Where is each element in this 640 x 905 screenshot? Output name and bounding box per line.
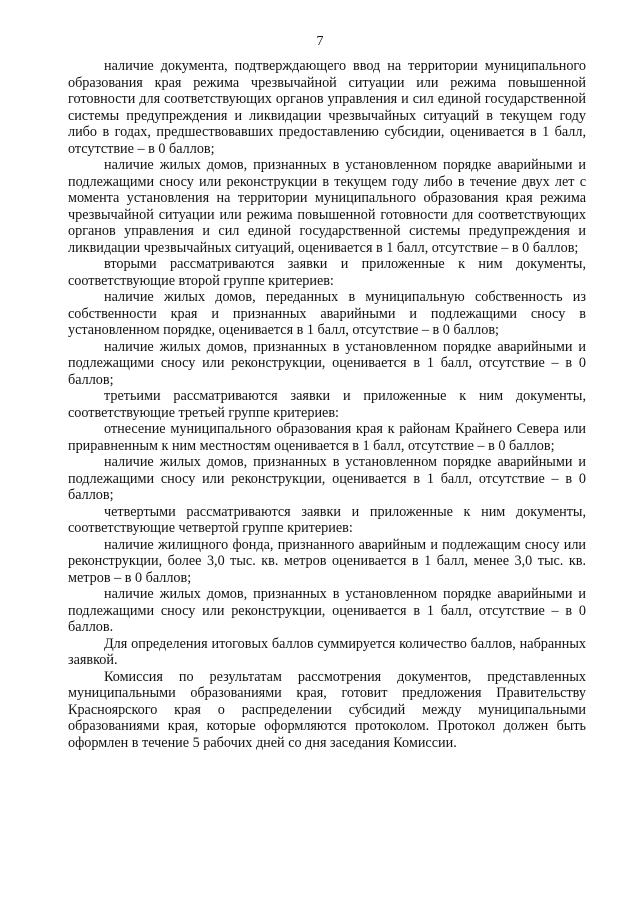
paragraph-transferred-housing: наличие жилых домов, переданных в муниципальную собственность из собственности края и признанных аварийными и подлежащими сносу в установленном порядке, оценивается в 1 балл, отсутствие – в 0 баллов; (68, 289, 586, 338)
paragraph-fourth-group-housing: наличие жилых домов, признанных в установленном порядке аварийными и подлежащими сносу или реконструкции, оценивается в 1 балл, отсутствие – в 0 баллов. (68, 586, 586, 635)
page-number: 7 (316, 34, 324, 49)
document-body (68, 58, 586, 751)
paragraph-second-group-housing: наличие жилых домов, признанных в установленном порядке аварийными и подлежащими сносу или реконструкции, оценивается в 1 балл, отсутствие – в 0 баллов; (68, 338, 586, 388)
paragraph-emergency-housing: наличие жилых домов, признанных в установленном порядке аварийными и подлежащими сносу или реконструкции в текущем году либо в течение двух лет с момента установления на территории муниципального образования края режима чрезвычайной ситуации или режима повышенной готовности для соответствующих органов управления и сил единой государственной системы предупреждения и ликвидации чрезвычайных ситуаций, оценивается в 1 балл, отсутствие – в 0 баллов; (68, 157, 586, 256)
paragraph-third-group-housing: наличие жилых домов, признанных в установленном порядке аварийными и подлежащими сносу или реконструкции, оценивается в 1 балл, отсутствие – в 0 баллов; (68, 454, 586, 503)
paragraph-commission-protocol: Комиссия по результатам рассмотрения документов, представленных муниципальными образованиями края, готовит предложения Правительству Красноярского края о распределении субсидий между муниципальными образованиями края, которые оформляются протоколом. Протокол должен быть оформлен в течение 5 рабочих дней со дня заседания Комиссии. (68, 668, 586, 751)
paragraph-far-north: отнесение муниципального образования края к районам Крайнего Севера или приравненным к ним местностям оценивается в 1 балл, отсутствие – в 0 баллов; (68, 421, 586, 454)
paragraph-housing-stock-area: наличие жилищного фонда, признанного аварийным и подлежащим сносу или реконструкции, более 3,0 тыс. кв. метров оценивается в 1 балл, менее 3,0 тыс. кв. метров – в 0 баллов; (68, 536, 586, 586)
paragraph-total-score: Для определения итоговых баллов суммируется количество баллов, набранных заявкой. (68, 635, 586, 668)
paragraph-fourth-group-intro: четвертыми рассматриваются заявки и приложенные к ним документы, соответствующие четвертой группе критериев: (68, 503, 586, 536)
paragraph-third-group-intro: третьими рассматриваются заявки и приложенные к ним документы, соответствующие третьей группе критериев: (68, 388, 586, 421)
paragraph-emergency-regime-document: наличие документа, подтверждающего ввод на территории муниципального образования края режима чрезвычайной ситуации или режима повышенной готовности для соответствующих органов управления и сил единой государственной системы предупреждения и ликвидации чрезвычайных ситуаций в текущем году либо в годах, предшествовавших предоставлению субсидии, оценивается в 1 балл, отсутствие – в 0 баллов; (68, 58, 586, 157)
paragraph-second-group-intro: вторыми рассматриваются заявки и приложенные к ним документы, соответствующие второй группе критериев: (68, 256, 586, 289)
